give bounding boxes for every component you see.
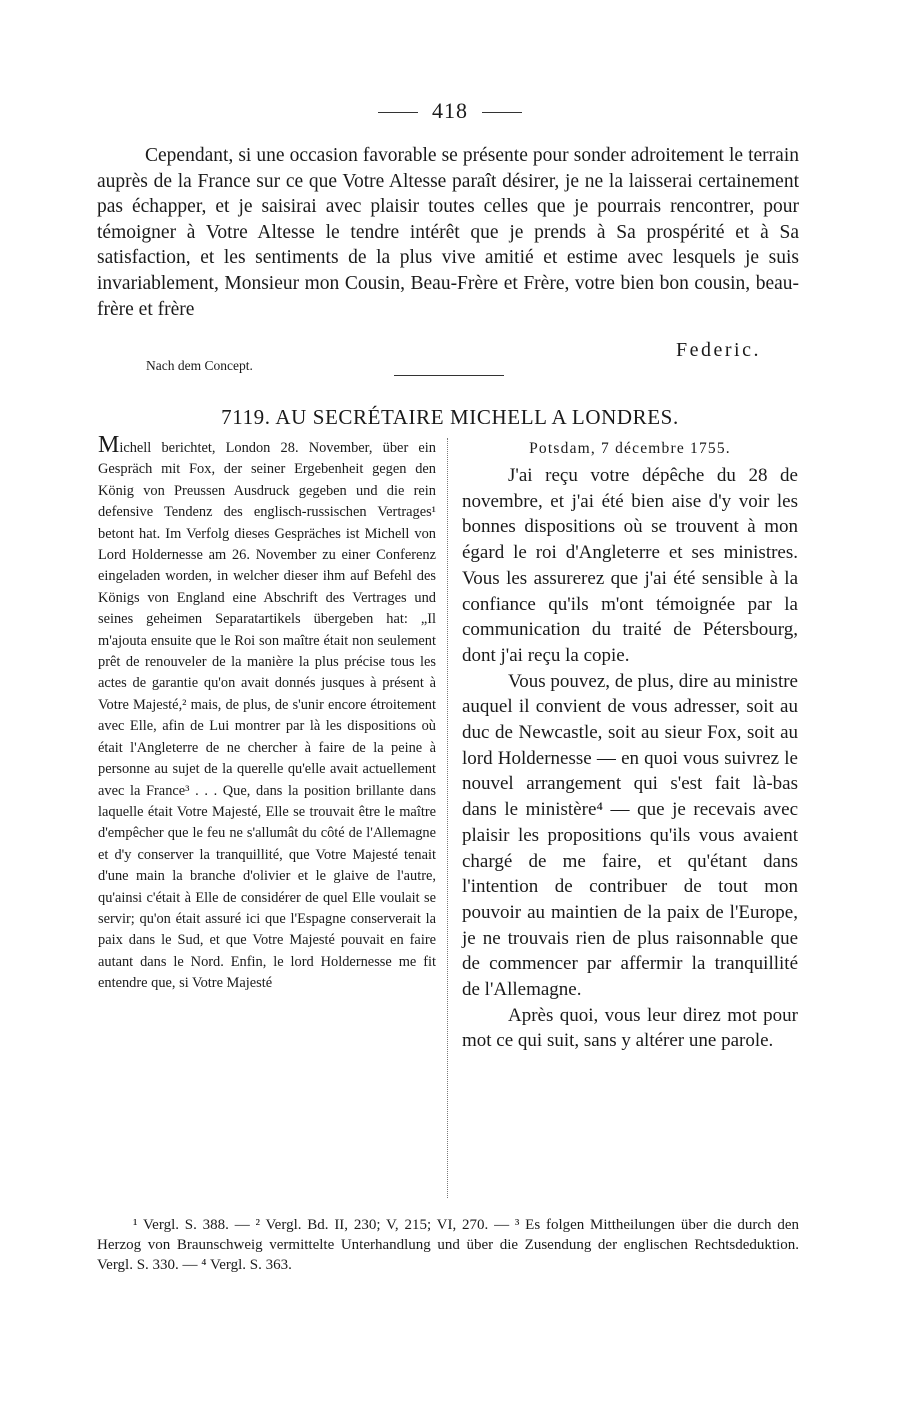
letter-paragraph-2: Vous pouvez, de plus, dire au ministre auquel il convient de vous adresser, soit au duc de Newcastle, soit au sieur Fox, soit au lord Holdernesse — en quoi vous suivrez le nouvel arrangement qui s'est fait là-bas dans le ministère⁴ — que je recevais avec plaisir les propositions qu'ils vous avaient chargé de me faire, et qu'étant dans l'intention de contribuer de tout mon pouvoir au maintien de la paix de l'Europe, je ne trouvais rien de plus raisonnable que de commencer par affermir la tranquillité de l'Allemagne. — [462, 670, 798, 1001]
summary-text: ichell berichtet, London 28. November, über ein Gespräch mit Fox, der seiner Ergebenheit gegen den König von Preussen Ausdruck gegeben und die rein defensive Tendenz des englisch-russischen Vertrages¹ betont hat. Im Verfolg dieses Gespräches ist Michell von Lord Holdernesse am 26. November zu einer Conferenz eingeladen worden, in welcher dieser ihm auf Befehl des Königs von England eine Abschrift des Vertrages und seines geheimen Separatartikels übergeben hat: „Il m'ajouta ensuite que le Roi son maître était non seulement prêt de renouveler de la manière la plus précise tous les actes de garantie qu'on avait donnés jusques à présent à Votre Majesté,² mais, de plus, de s'unir encore étroitement avec Elle, afin de Lui montrer par là les dispositions où était l'Angleterre de ne chercher à faire de la peine à personne au sujet de la querelle qu'elle avait actuellement avec la France³ . . . Que, dans la position brillante dans laquelle était Votre Majesté, Elle se trouvait être le maître d'empêcher que le feu ne s'allumât du côté de l'Allemagne et d'y conserver la tranquillité, que Votre Majesté tenait d'une main la branche d'olivier et le glaive de l'autre, qu'ainsi c'était à Elle de considérer de quel Elle voulait se servir; qu'on était assuré ici que l'Espagne conserverait la paix dans le Sud, et que Votre Majesté pouvait en faire autant dans le Nord. Enfin, le lord Holdernesse me fit entendre que, si Votre Majesté — [98, 440, 436, 992]
closing-paragraph-text: Cependant, si une occasion favorable se présente pour sonder adroitement le terrain auprès de la France sur ce que Votre Altesse paraît désirer, je ne la laisserai certainement pas échapper, et je saisirai avec plaisir toutes celles que je pourrais rencontrer, pour témoigner à Votre Altesse le tendre intérêt que je prends à Sa prospérité et à Sa satisfaction, et les sentiments de la plus vive amitié et estime avec lesquels je suis invariablement, Monsieur mon Cousin, Beau-Frère et Frère, votre bien bon cousin, beau-frère et frère — [97, 145, 799, 320]
summary-column — [98, 432, 436, 995]
source-note: Nach dem Concept. — [146, 358, 253, 373]
letter-title: 7119. AU SECRÉTAIRE MICHELL A LONDRES. — [221, 405, 679, 429]
letter-paragraph-1: J'ai reçu votre dépêche du 28 de novembre, et j'ai été bien aise d'y voir les bonnes dispositions où se trouvent à mon égard le roi d'Angleterre et ses ministres. Vous les assurerez que j'ai été sensible à la confiance qu'ils m'ont témoignée par la communication du traité de Pétersbourg, dont j'ai reçu la copie. — [462, 465, 798, 666]
letter-column — [462, 438, 798, 1054]
section-divider — [394, 375, 504, 376]
page-header — [0, 98, 900, 124]
footnotes-text: ¹ Vergl. S. 388. — ² Vergl. Bd. II, 230; V, 215; VI, 270. — ³ Es folgen Mittheilungen über die durch den Herzog von Braunschweig vermittelte Unterhandlung und über die Zusendung der englischen Rechtsdeduktion. Vergl. S. 330. — ⁴ Vergl. S. 363. — [97, 1217, 799, 1273]
summary-paragraph — [98, 432, 436, 995]
dateline: Potsdam, 7 décembre 1755. — [529, 440, 731, 457]
summary-dropcap: M — [98, 432, 120, 458]
page-number: 418 — [432, 98, 468, 123]
footnotes — [97, 1215, 799, 1275]
header-dash-left — [378, 112, 418, 113]
letter-paragraph-3: Après quoi, vous leur direz mot pour mot ce qui suit, sans y altérer une parole. — [462, 1004, 798, 1052]
header-dash-right — [482, 112, 522, 113]
signature: Federic. — [676, 339, 761, 361]
column-divider — [447, 438, 448, 1198]
closing-paragraph — [97, 143, 799, 322]
